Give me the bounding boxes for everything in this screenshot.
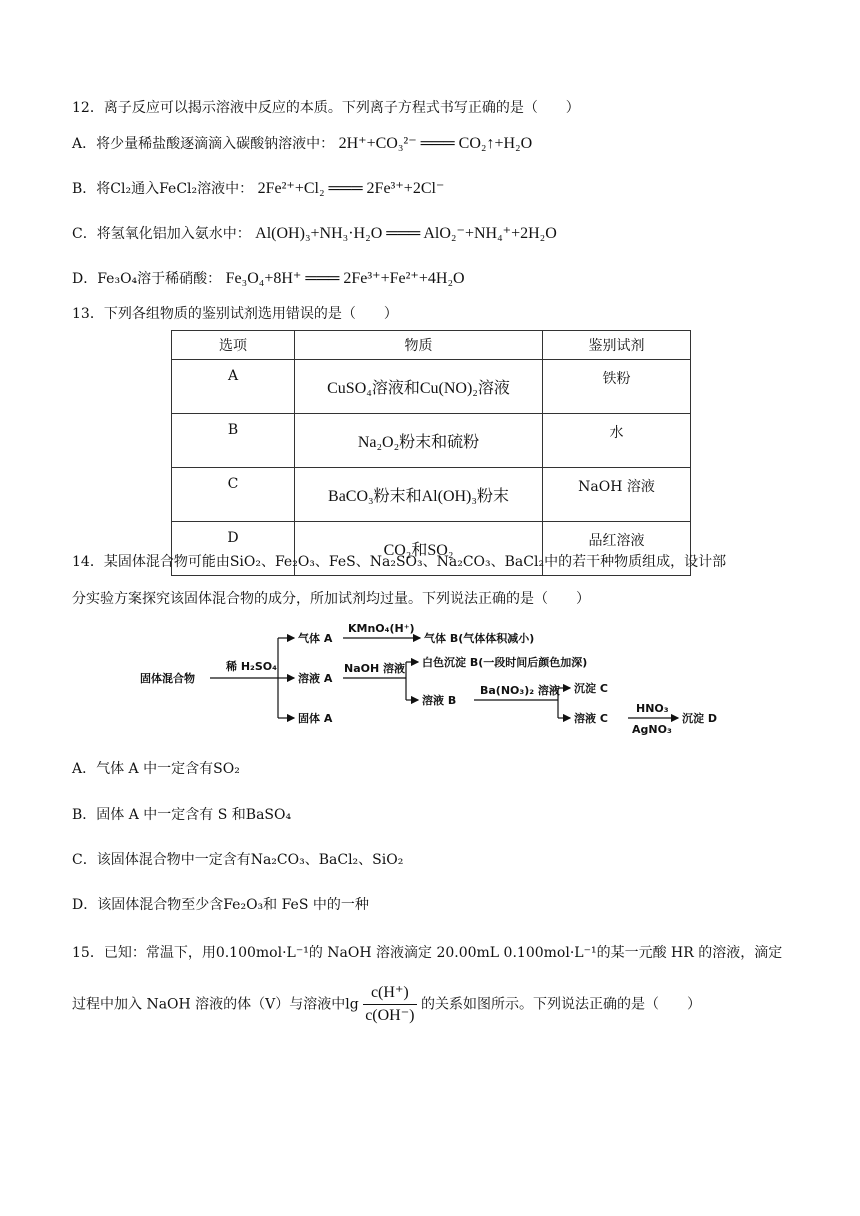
q15-line2	[72, 982, 701, 1027]
flow-agno3: AgNO₃	[632, 723, 672, 736]
flow-gas-b: 气体 B(气体体积减小)	[424, 632, 535, 645]
row-substance: CO₂和SO₂	[295, 522, 543, 576]
table-row	[172, 468, 691, 522]
q13-stem: 13．下列各组物质的鉴别试剂选用错误的是（ ）	[72, 306, 398, 322]
flow-sol-a: 溶液 A	[298, 672, 333, 685]
flow-hno3: HNO₃	[636, 702, 669, 715]
row-reagent: 品红溶液	[543, 522, 691, 576]
q12-b-equation: 2Fe²⁺+Cl₂ ═══ 2Fe³⁺+2Cl⁻	[257, 180, 445, 197]
row-option: D	[172, 522, 295, 576]
q12-option-a	[72, 133, 532, 155]
row-option: C	[172, 468, 295, 522]
q12-b-label: B．将Cl₂通入FeCl₂溶液中：	[72, 181, 254, 197]
q14-option-c: C．该固体混合物中一定含有Na₂CO₃、BaCl₂、SiO₂	[72, 852, 404, 868]
row-option: A	[172, 360, 295, 414]
q14-stem-line1: 14．某固体混合物可能由SiO₂、Fe₂O₃、FeS、Na₂SO₃、Na₂CO₃、BaCl₂中的若干种物质组成，设计部	[72, 554, 727, 570]
q12-a-label: A．将少量稀盐酸逐滴滴入碳酸钠溶液中：	[72, 136, 335, 152]
q12-stem: 12．离子反应可以揭示溶液中反应的本质。下列离子方程式书写正确的是（ ）	[72, 100, 580, 116]
flow-kmno4: KMnO₄(H⁺)	[348, 622, 415, 635]
flow-sol-b: 溶液 B	[422, 694, 457, 707]
table-row	[172, 414, 691, 468]
q12-d-label: D．Fe₃O₄溶于稀硝酸：	[72, 271, 222, 287]
q12-option-c	[72, 223, 557, 245]
flow-gas-a: 气体 A	[298, 632, 333, 645]
flow-ppt-c: 沉淀 C	[574, 682, 608, 695]
q12-option-b	[72, 178, 444, 200]
q14-option-b: B．固体 A 中一定含有 S 和BaSO₄	[72, 807, 292, 823]
q15-line2-post: 的关系如图所示。下列说法正确的是（ ）	[420, 996, 701, 1013]
q12-c-equation: Al(OH)₃+NH₃·H₂O ═══ AlO₂⁻+NH₄⁺+2H₂O	[255, 225, 557, 242]
row-substance: CuSO₄溶液和Cu(NO)₂溶液	[295, 360, 543, 414]
flow-naoh: NaOH 溶液	[344, 662, 406, 675]
row-option: B	[172, 414, 295, 468]
q14-stem-line2: 分实验方案探究该固体混合物的成分，所加试剂均过量。下列说法正确的是（ ）	[72, 591, 590, 607]
header-substance: 物质	[295, 331, 543, 360]
q12-c-label: C．将氢氧化铝加入氨水中：	[72, 226, 251, 242]
q14-option-d: D．该固体混合物至少含Fe₂O₃和 FeS 中的一种	[72, 897, 369, 913]
row-substance: BaCO₃粉末和Al(OH)₃粉末	[295, 468, 543, 522]
row-substance: Na₂O₂粉末和硫粉	[295, 414, 543, 468]
flow-sol-c: 溶液 C	[574, 712, 608, 725]
flow-solid-a: 固体 A	[298, 712, 333, 725]
header-reagent: 鉴别试剂	[543, 331, 691, 360]
row-reagent: NaOH 溶液	[543, 468, 691, 522]
flow-ppt-d: 沉淀 D	[682, 712, 717, 725]
flow-ba-no3: Ba(NO₃)₂ 溶液	[480, 684, 560, 697]
row-reagent: 水	[543, 414, 691, 468]
table-header-row	[172, 331, 691, 360]
q15-line1: 15．已知：常温下，用0.100mol·L⁻¹的 NaOH 溶液滴定 20.00mL 0.100mol·L⁻¹的某一元酸 HR 的溶液，滴定	[72, 945, 783, 961]
header-option: 选项	[172, 331, 295, 360]
table-row	[172, 360, 691, 414]
fraction-numerator: c(H⁺)	[363, 982, 416, 1005]
flow-white-ppt: 白色沉淀 B(一段时间后颜色加深)	[422, 656, 588, 669]
q15-fraction	[363, 982, 416, 1027]
q14-flow-diagram	[138, 620, 738, 738]
fraction-denominator: c(OH⁻)	[365, 1007, 415, 1024]
q13-table	[171, 330, 691, 576]
flow-start: 固体混合物	[140, 672, 195, 685]
q14-option-a: A．气体 A 中一定含有SO₂	[72, 761, 240, 777]
q15-line2-pre: 过程中加入 NaOH 溶液的体（V）与溶液中lg	[72, 996, 359, 1013]
flow-reagent1: 稀 H₂SO₄	[226, 660, 277, 673]
row-reagent: 铁粉	[543, 360, 691, 414]
q12-option-d	[72, 268, 465, 290]
q12-a-equation: 2H⁺+CO₃²⁻ ═══ CO₂↑+H₂O	[338, 135, 533, 152]
q12-d-equation: Fe₃O₄+8H⁺ ═══ 2Fe³⁺+Fe²⁺+4H₂O	[225, 270, 465, 287]
